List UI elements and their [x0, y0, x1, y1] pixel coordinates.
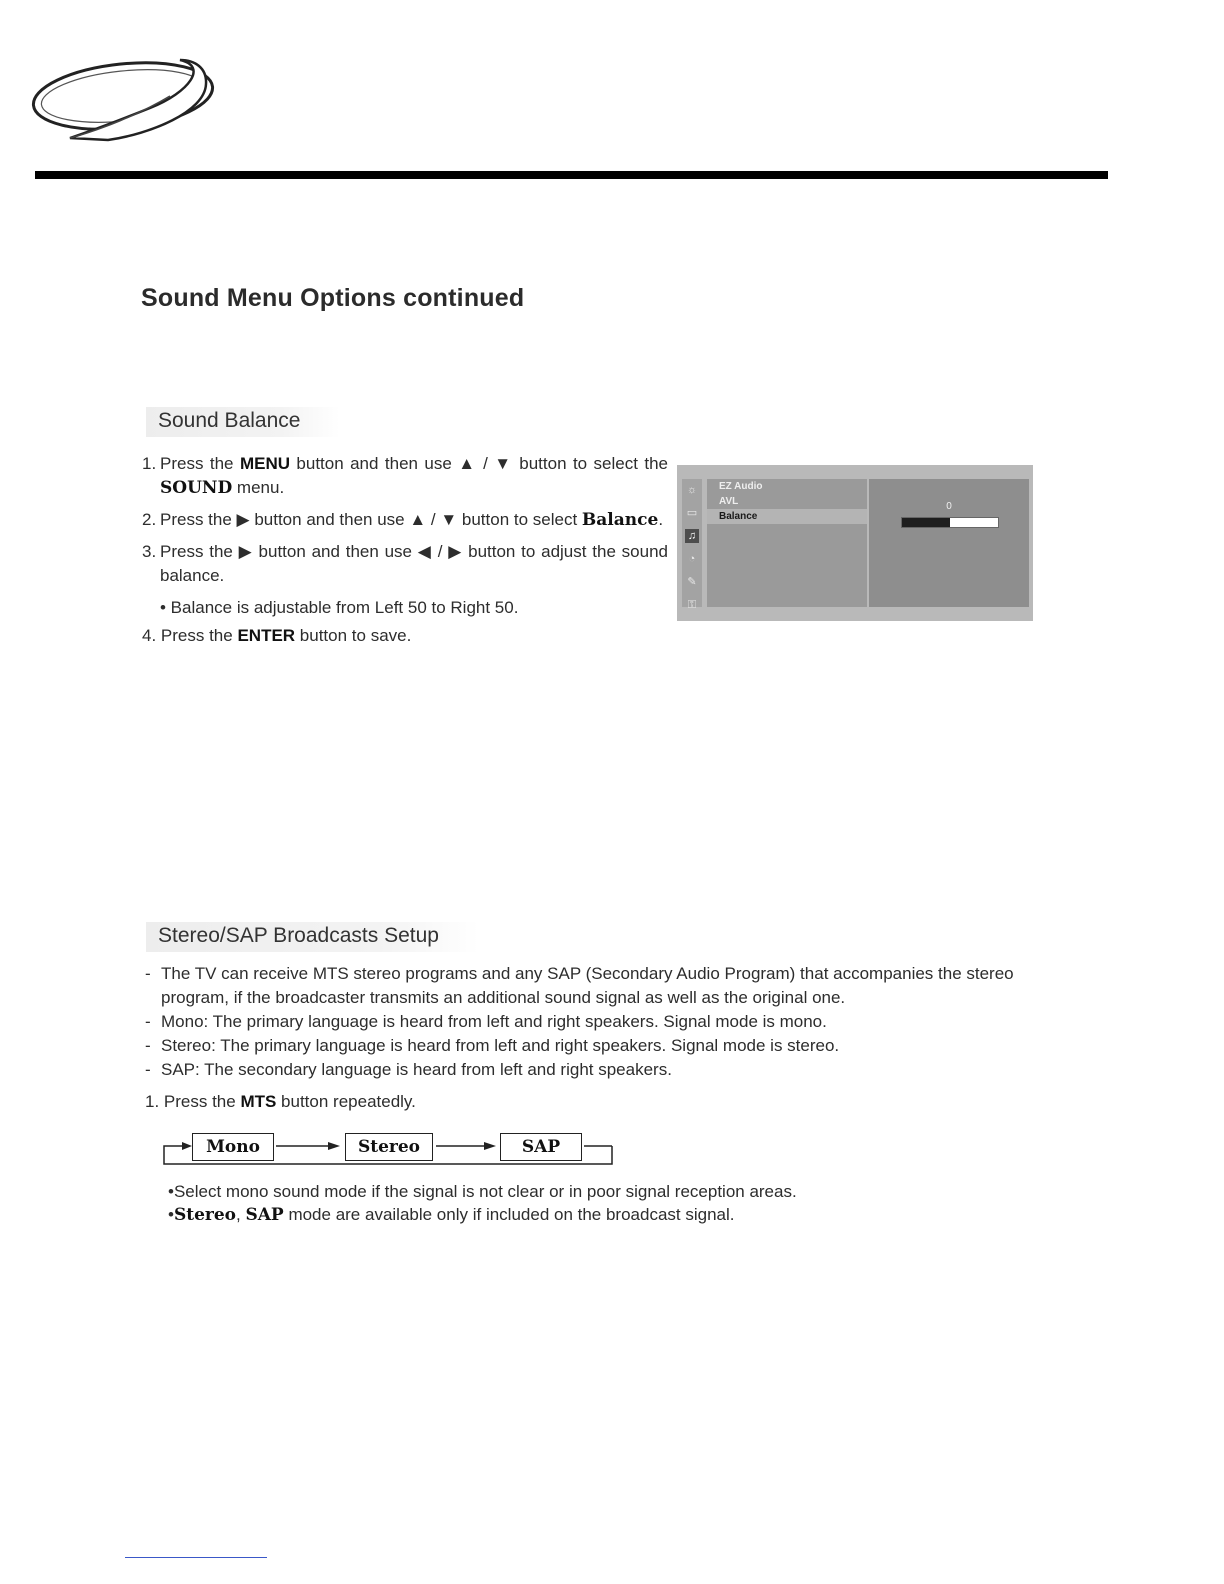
step-2: 2. Press the ▶ button and then use ▲ / ▼ button to select Balance. — [142, 510, 664, 530]
stereo-sap-description — [145, 962, 1045, 1082]
osd-item-balance: Balance — [707, 509, 867, 524]
list-item: - Stereo: The primary language is heard from left and right speakers. Signal mode is stereo. — [145, 1036, 840, 1055]
balance-value: 0 — [946, 501, 952, 512]
mts-mode-cycle-diagram — [160, 1130, 620, 1175]
balance-slider — [901, 517, 999, 528]
note-mono: •Select mono sound mode if the signal is not clear or in poor signal reception areas. — [168, 1182, 797, 1201]
note-availability: •Stereo, SAP mode are available only if included on the broadcast signal. — [168, 1205, 735, 1225]
brand-logo — [30, 52, 220, 146]
sound-menu-screenshot — [677, 465, 1033, 621]
mode-box-mono: Mono — [192, 1133, 274, 1161]
balance-range-note: • Balance is adjustable from Left 50 to Right 50. — [160, 598, 519, 617]
mts-step: 1. Press the MTS button repeatedly. — [145, 1092, 416, 1111]
osd-item-ez-audio: EZ Audio — [719, 481, 763, 492]
list-item: - Mono: The primary language is heard from left and right speakers. Signal mode is mono. — [145, 1012, 827, 1031]
header-rule — [35, 171, 1108, 179]
list-item: - The TV can receive MTS stereo programs and any SAP (Secondary Audio Program) that accompanies the stereo program, if the broadcaster transmits an additional sound signal as well as the original one. — [145, 964, 1014, 1007]
osd-balance-panel — [869, 479, 1029, 607]
balance-steps — [142, 452, 668, 656]
option-icon: ✎ — [687, 576, 697, 588]
section-heading-stereo-sap: Stereo/SAP Broadcasts Setup — [146, 922, 479, 952]
osd-menu-list — [707, 479, 867, 607]
section-heading-sound-balance: Sound Balance — [146, 407, 340, 437]
step-3: 3. Press the ▶ button and then use ◀ / ▶ button to adjust the sound balance. — [142, 542, 668, 585]
osd-icon-column — [682, 479, 702, 611]
step-1: 1. Press the MENU button and then use ▲ / ▼ button to select the SOUND menu. — [142, 454, 668, 498]
osd-item-avl: AVL — [719, 496, 739, 507]
page-title: Sound Menu Options continued — [141, 284, 525, 312]
step-4: 4. Press the ENTER button to save. — [142, 626, 412, 645]
footer-link-line — [125, 1557, 267, 1558]
mts-notes — [168, 1180, 797, 1227]
picture-icon: ☼ — [686, 484, 698, 496]
sound-icon: ♫ — [685, 529, 699, 543]
mode-box-stereo: Stereo — [345, 1133, 433, 1161]
mode-box-sap: SAP — [500, 1133, 582, 1161]
screen-icon: ▭ — [686, 507, 698, 519]
balance-slider-fill — [902, 518, 950, 527]
lock-icon: ⚿ — [687, 599, 697, 611]
list-item: - SAP: The secondary language is heard from left and right speakers. — [145, 1060, 672, 1079]
time-icon: ◔ — [688, 553, 696, 565]
